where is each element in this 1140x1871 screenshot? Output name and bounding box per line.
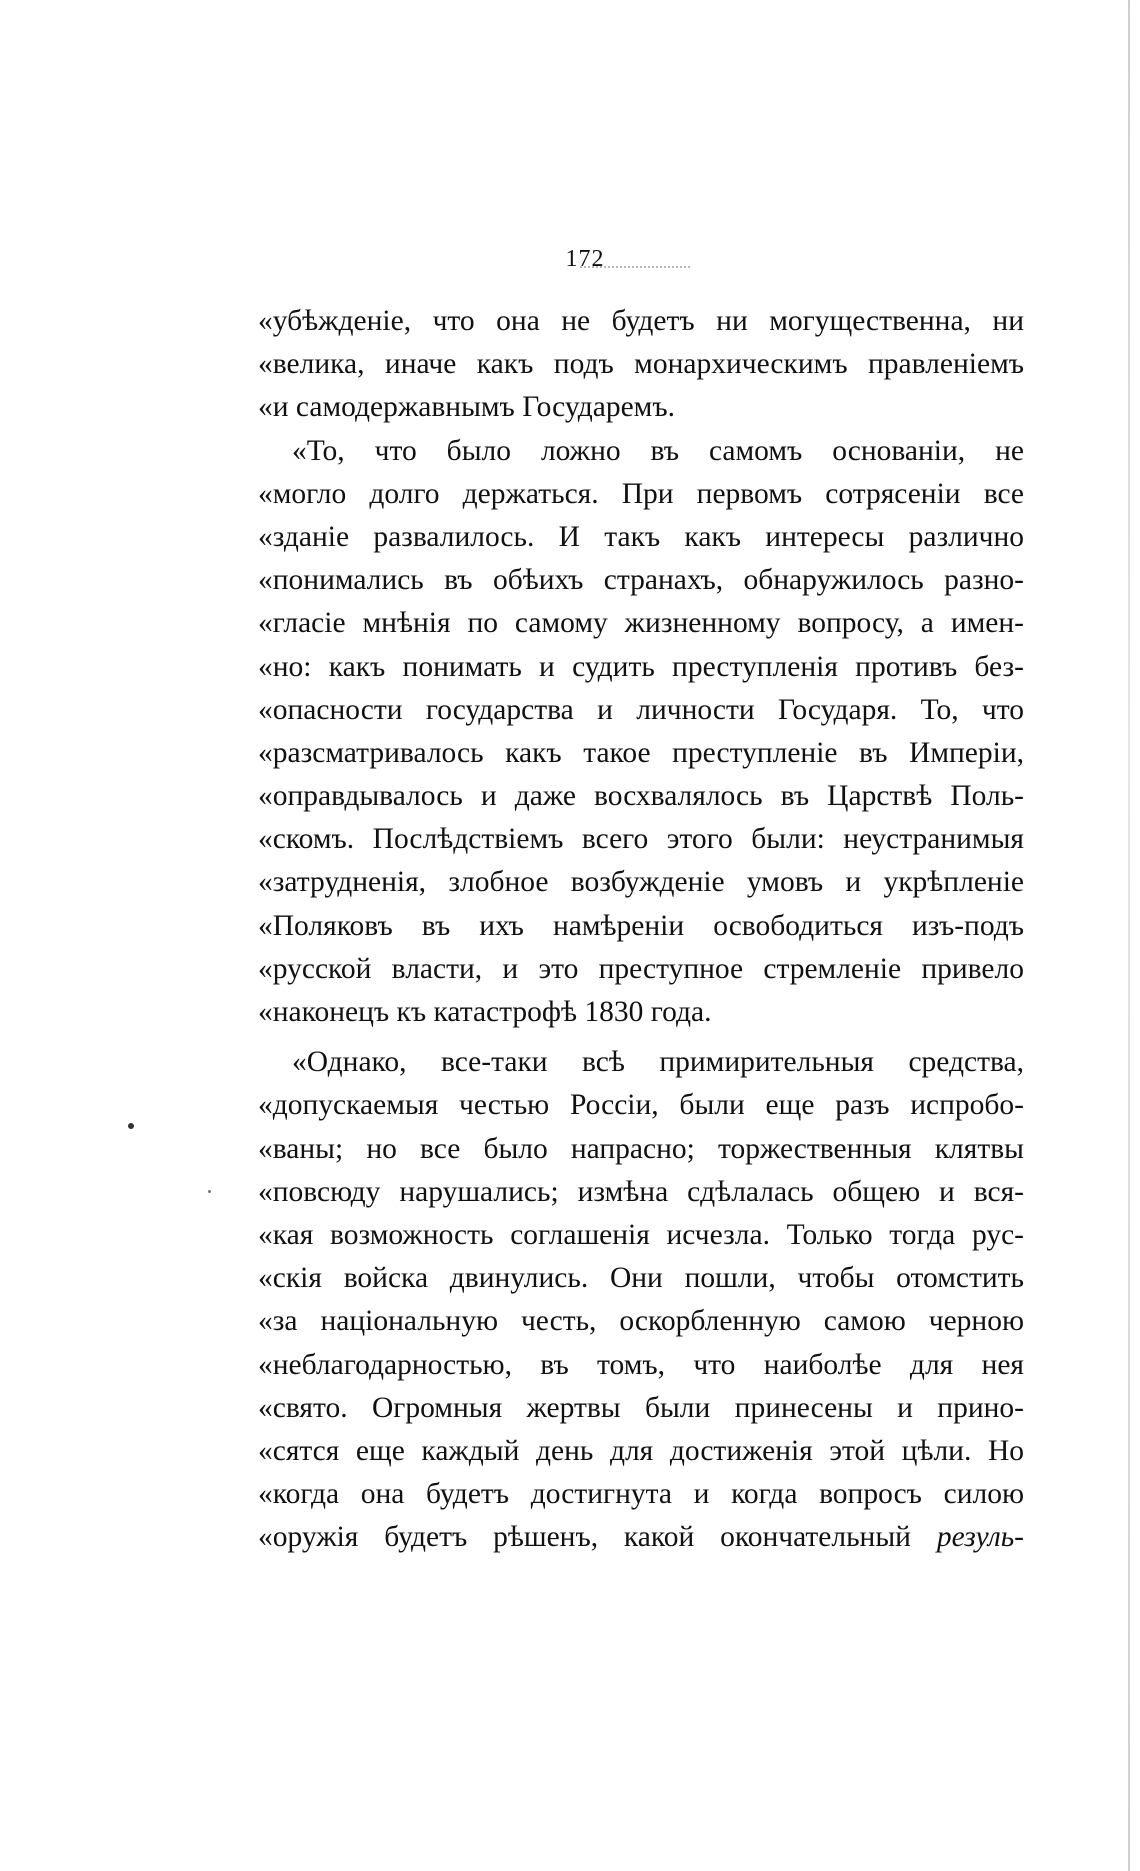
text-line: «зданіе развалилось. И такъ какъ интересы различно (258, 520, 1024, 553)
text-line: «наконецъ къ катастрофѣ 1830 года. (258, 996, 712, 1028)
text-line: «гласіе мнѣнія по самому жизненному вопросу, а имен- (258, 607, 1024, 640)
final-line-text: «оружія будетъ рѣшенъ, какой окончательный (258, 1521, 911, 1554)
text-line: «и самодержавнымъ Государемъ. (258, 391, 675, 424)
text-line: «могло долго держаться. При первомъ сотрясеніи все (258, 477, 1024, 510)
final-italic-word: резуль- (936, 1521, 1024, 1554)
text-line: «русской власти, и это преступное стремленіе привело (258, 952, 1024, 985)
text-line: «сятся еще каждый день для достиженія этой цѣли. Но (258, 1434, 1024, 1467)
text-line: «скія войска двинулись. Они пошли, чтобы отомстить (258, 1262, 1024, 1295)
text-line: «неблагодарностью, въ томъ, что наиболѣе для нея (258, 1348, 1024, 1381)
text-line: «скомъ. Послѣдствіемъ всего этого были: неустранимыя (258, 823, 1024, 856)
text-line: «велика, иначе какъ подъ монархическимъ правленіемъ (258, 348, 1024, 381)
text-line: «затрудненія, злобное возбужденіе умовъ и укрѣпленіе (258, 866, 1024, 899)
text-line: «оправдывалось и даже восхвалялось въ Царствѣ Поль- (258, 780, 1024, 813)
text-line: «ваны; но все было напрасно; торжественныя клятвы (258, 1132, 1024, 1165)
header-dots (580, 266, 690, 272)
text-line: «убѣжденіе, что она не будетъ ни могущественна, ни (258, 305, 1024, 337)
text-line: «кая возможность соглашенія исчезла. Только тогда рус- (258, 1218, 1024, 1251)
text-line: «Поляковъ въ ихъ намѣреніи освободиться изъ-подъ (258, 909, 1024, 942)
text-line: «опасности государства и личности Государя. То, что (258, 693, 1024, 726)
text-line: «повсюду нарушались; измѣна сдѣлалась общею и вся- (258, 1175, 1024, 1208)
page-number: 172 (565, 246, 605, 272)
page-margin-rule (1128, 0, 1130, 1871)
margin-speck-small (208, 1190, 211, 1193)
text-line: «свято. Огромныя жертвы были принесены и прино- (258, 1391, 1024, 1424)
margin-speck (128, 1123, 134, 1129)
text-line: «допускаемыя честью Россіи, были еще разъ испробо- (258, 1089, 1024, 1122)
text-line: «когда она будетъ достигнута и когда вопросъ силою (258, 1478, 1024, 1511)
text-line: «за національную честь, оскорбленную самою черною (258, 1305, 1024, 1338)
text-line: «но: какъ понимать и судить преступленія противъ без- (258, 650, 1024, 683)
text-line: «разсматривалось какъ такое преступленіе въ Имперіи, (258, 736, 1024, 769)
text-line: «Однако, все-таки всѣ примирительныя средства, (292, 1046, 1024, 1079)
text-line: «То, что было ложно въ самомъ основаніи, не (292, 434, 1024, 467)
text-block (258, 300, 1024, 1559)
text-line-final (258, 1516, 1024, 1559)
text-line: «понимались въ обѣихъ странахъ, обнаружилось разно- (258, 564, 1024, 597)
